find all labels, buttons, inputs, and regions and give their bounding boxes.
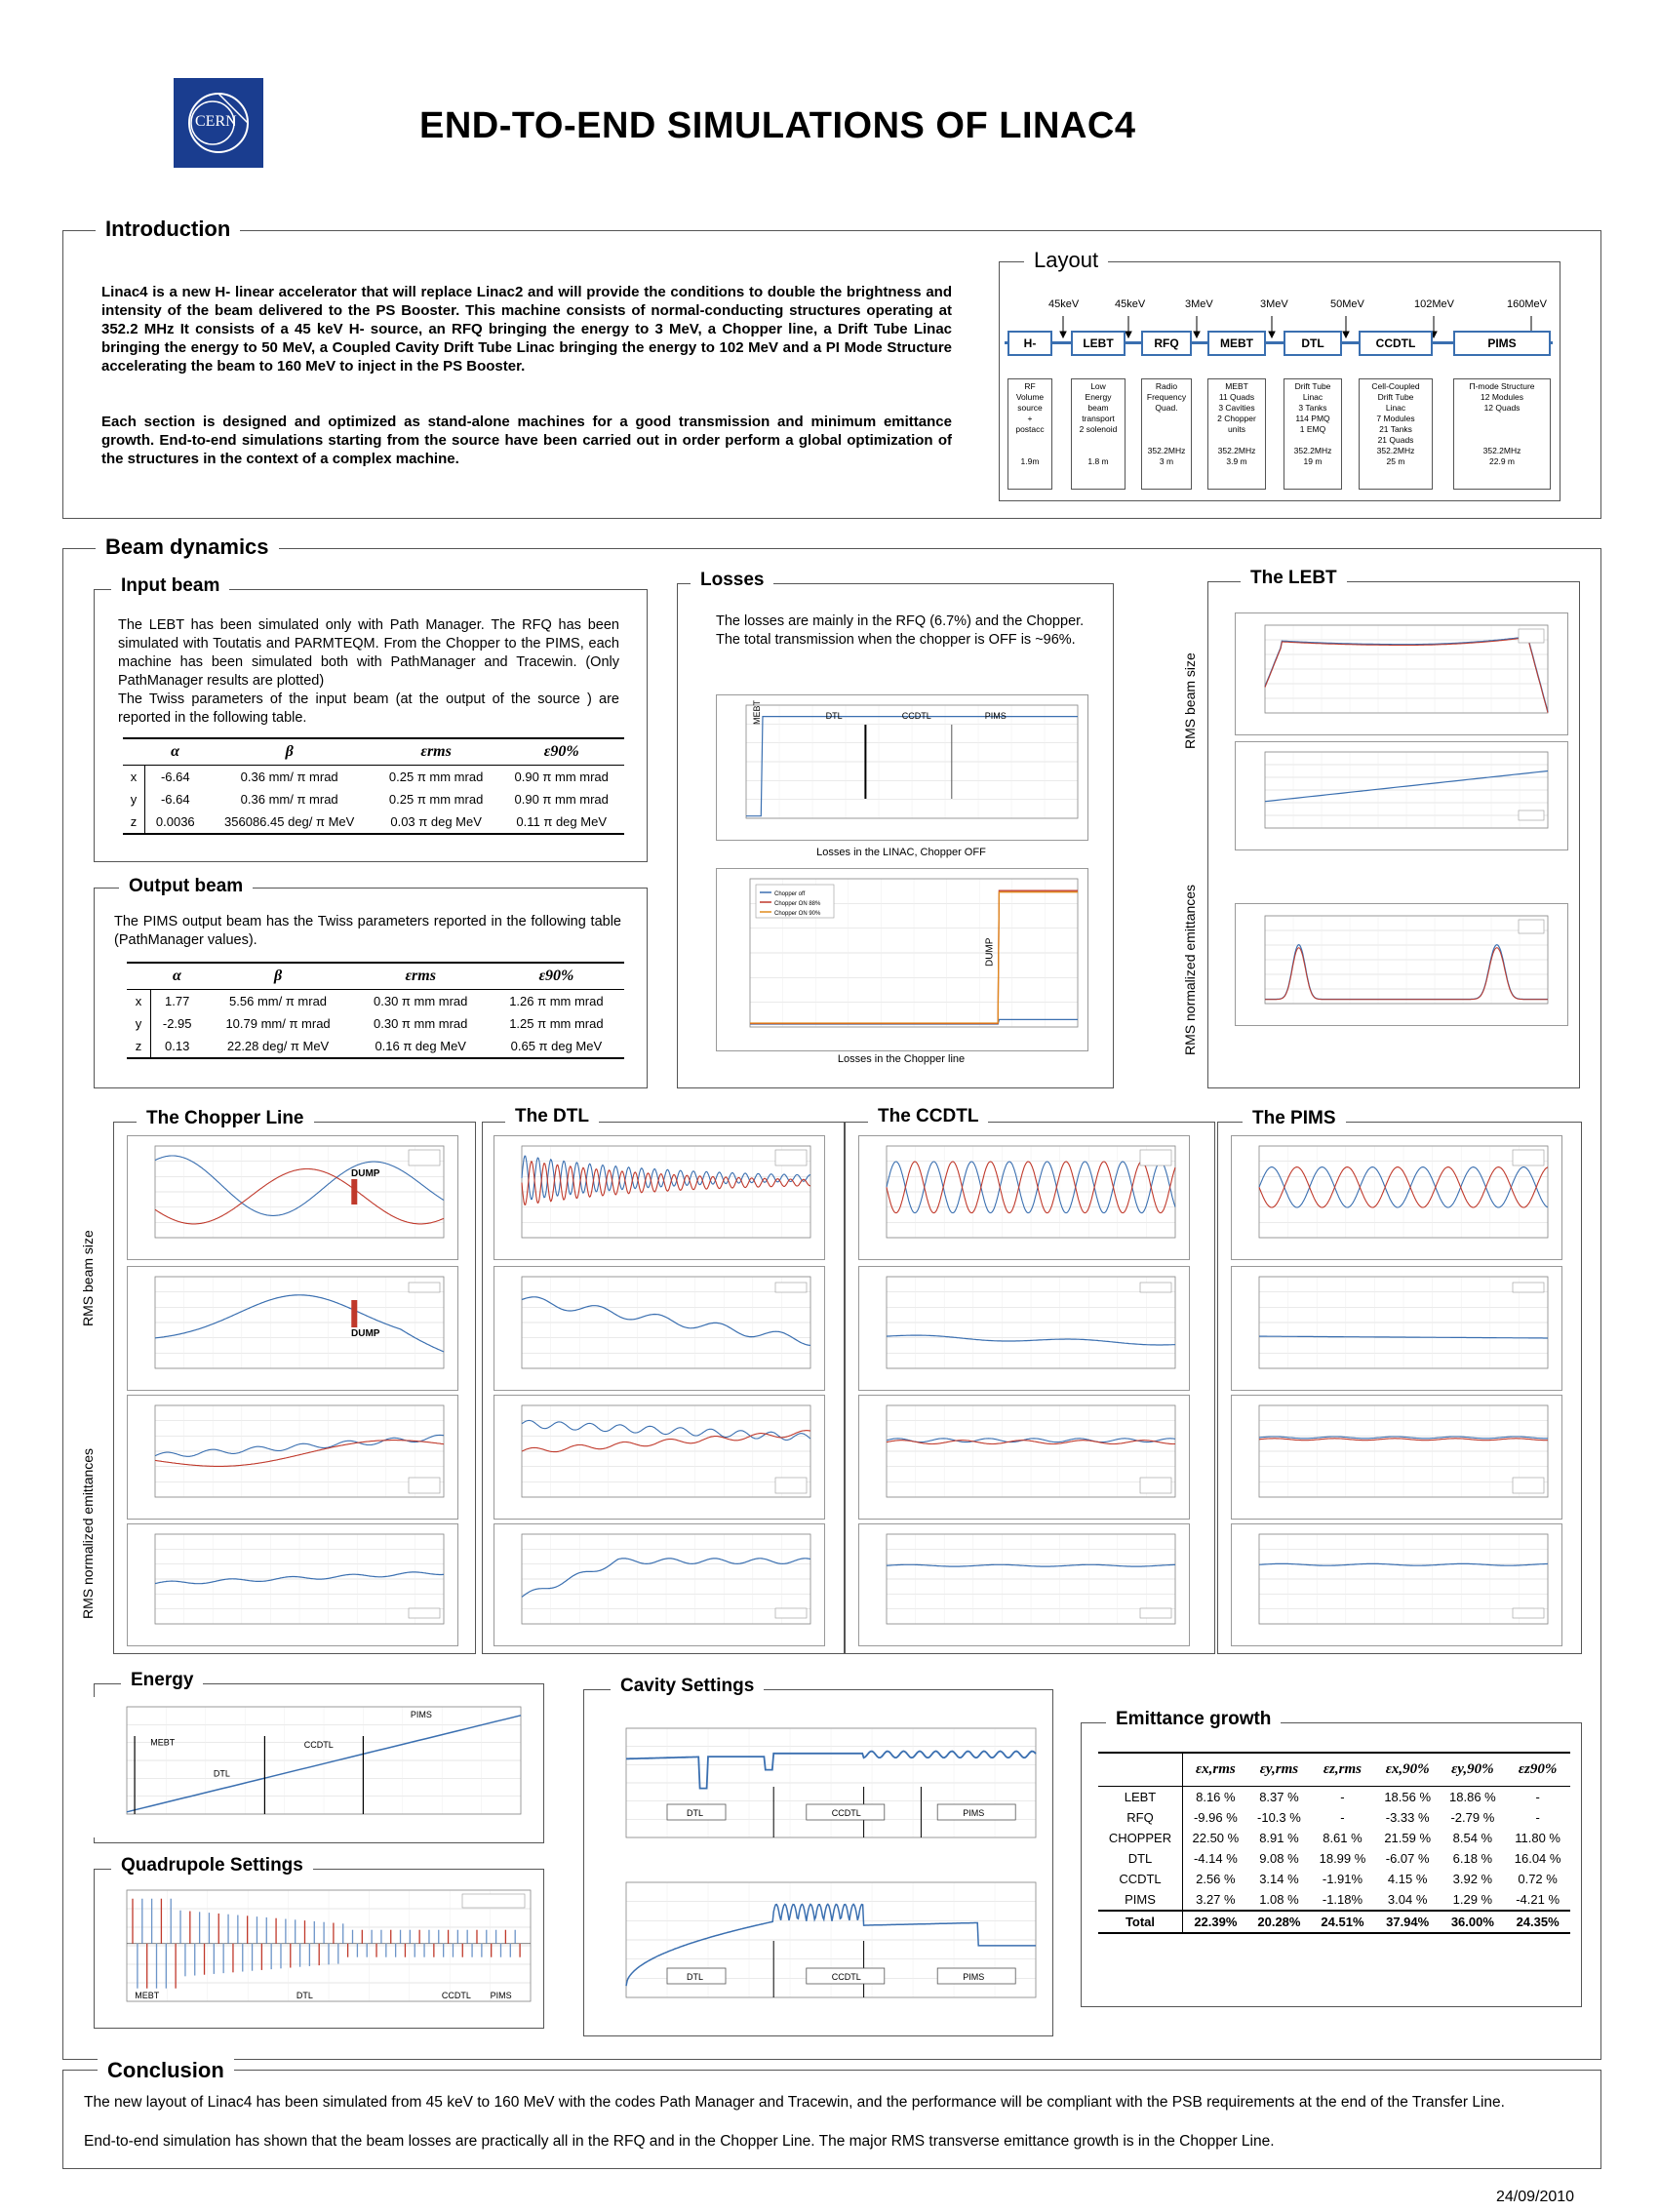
- table-header: α: [171, 743, 179, 760]
- table-cell: 8.37 %: [1259, 1790, 1299, 1804]
- table-cell: 11.80 %: [1515, 1831, 1560, 1845]
- losses-caption-1: Losses in the LINAC, Chopper OFF: [816, 847, 986, 858]
- table-row: [127, 1035, 624, 1058]
- chart-legend: [775, 1478, 807, 1493]
- table-cell: 0.90 π mm mrad: [514, 770, 609, 784]
- table-cell: x: [127, 990, 150, 1013]
- table-row: [1098, 1787, 1570, 1808]
- pims-chart-4: [1231, 1523, 1562, 1646]
- table-cell: 9.08 %: [1259, 1851, 1299, 1866]
- table-header: εz90%: [1518, 1761, 1558, 1777]
- energy-title: Energy: [121, 1670, 203, 1691]
- dtl-chart-4: [494, 1523, 825, 1646]
- energy-label: 102MeV: [1414, 298, 1454, 310]
- table-cell: -3.33 %: [1385, 1810, 1430, 1825]
- chart-legend: [1513, 1150, 1544, 1165]
- table-cell: Total: [1098, 1911, 1182, 1933]
- conclusion-title: Conclusion: [98, 2058, 234, 2083]
- layout-title: Layout: [1024, 248, 1108, 273]
- section-label: DTL: [687, 1972, 704, 1982]
- section-label: DTL: [825, 711, 843, 721]
- losses-caption-2: Losses in the Chopper line: [837, 1053, 966, 1065]
- quad-title: Quadrupole Settings: [111, 1855, 313, 1876]
- table-cell: -6.64: [160, 770, 190, 784]
- chart-legend: [775, 1150, 807, 1165]
- losses-text: The losses are mainly in the RFQ (6.7%) and the Chopper. The total transmission when the chopper is OFF is ~96%.: [716, 613, 1085, 648]
- section-label: MEBT: [135, 1991, 160, 2000]
- chopper-chart-2: [127, 1266, 458, 1391]
- energy-label: 45keV: [1115, 298, 1146, 310]
- table-row: [123, 788, 624, 810]
- logo-text: CERN: [195, 113, 237, 130]
- chart-legend: [462, 1894, 525, 1908]
- chart-legend: [1513, 1478, 1544, 1493]
- table-header: εy,rms: [1259, 1761, 1299, 1777]
- table-cell: -: [1535, 1790, 1540, 1804]
- table-header: α: [173, 968, 181, 984]
- conclusion-p2: End-to-end simulation has shown that the beam losses are practically all in the RFQ and in the Chopper Line. The major RMS transverse emittance growth is in the Chopper Line.: [84, 2133, 1275, 2150]
- table-row: [1098, 1807, 1570, 1828]
- table-cell: RFQ: [1098, 1807, 1182, 1828]
- emittance-table: [1098, 1752, 1570, 1934]
- table-cell: -10.3 %: [1257, 1810, 1301, 1825]
- table-cell: -4.14 %: [1193, 1851, 1238, 1866]
- table-header: εx,rms: [1195, 1761, 1236, 1777]
- conclusion-section: [62, 2070, 1601, 2169]
- table-cell: CCDTL: [1098, 1869, 1182, 1889]
- table-cell: 1.08 %: [1259, 1892, 1299, 1907]
- chart-legend: [1140, 1150, 1171, 1165]
- layout-desc-ccdtl: Cell-Coupled Drift Tube Linac 7 Modules 21 Tanks 21 Quads 352.2MHz 25 m: [1359, 378, 1433, 490]
- table-header: εy,90%: [1451, 1761, 1494, 1777]
- table-header: ε90%: [538, 968, 574, 984]
- table-cell: 3.04 %: [1387, 1892, 1428, 1907]
- legend-label: Chopper ON 90%: [774, 911, 821, 917]
- table-cell: -4.21 %: [1516, 1892, 1560, 1907]
- cavity-chart-1: [597, 1717, 1046, 1869]
- table-cell: 37.94%: [1386, 1915, 1430, 1929]
- section-label: MEBT: [150, 1737, 176, 1748]
- footer-date: 24/09/2010: [1496, 2189, 1575, 2205]
- section-label: PIMS: [963, 1808, 985, 1818]
- table-header: β: [273, 968, 283, 984]
- energy-label: 3MeV: [1185, 298, 1213, 310]
- chopper-chart-3: [127, 1395, 458, 1520]
- table-row: [1098, 1848, 1570, 1869]
- lebt-phase-chart: [1235, 741, 1568, 850]
- table-cell: 22.28 deg/ π MeV: [226, 1039, 330, 1053]
- dump-marker: [351, 1300, 357, 1327]
- table-cell: 21.59 %: [1384, 1831, 1432, 1845]
- chart-legend: [1519, 810, 1544, 820]
- chart-legend: [409, 1478, 440, 1493]
- section-label: MEBT: [752, 699, 762, 725]
- table-cell: 0.16 π deg MeV: [375, 1039, 466, 1053]
- table-header: [127, 963, 150, 990]
- emittance-title: Emittance growth: [1106, 1709, 1281, 1730]
- losses-title: Losses: [691, 570, 773, 591]
- table-cell: PIMS: [1098, 1889, 1182, 1911]
- section-label: PIMS: [963, 1972, 985, 1982]
- chopper-chart-4: [127, 1523, 458, 1646]
- section-label: CCDTL: [441, 1991, 471, 2000]
- table-cell: 0.72 %: [1518, 1872, 1558, 1886]
- legend-label: Chopper off: [774, 891, 806, 897]
- chart-legend: [1140, 1608, 1171, 1618]
- table-cell: y: [127, 1012, 150, 1035]
- energy-label: 50MeV: [1330, 298, 1364, 310]
- table-cell: -9.96 %: [1193, 1810, 1238, 1825]
- chart-legend: [1140, 1478, 1171, 1493]
- table-cell: 6.18 %: [1452, 1851, 1493, 1866]
- table-cell: 16.04 %: [1514, 1851, 1561, 1866]
- table-cell: 0.30 π mm mrad: [374, 1016, 468, 1031]
- layout-desc-pims: Π-mode Structure 12 Modules 12 Quads 352.2MHz 22.9 m: [1453, 378, 1551, 490]
- table-cell: 22.50 %: [1192, 1831, 1240, 1845]
- dtl-chart-3: [494, 1395, 825, 1520]
- chart-legend: [1519, 920, 1544, 933]
- table-row: [127, 990, 624, 1013]
- table-cell: y: [123, 788, 145, 810]
- ccdtl-chart-1: [858, 1135, 1190, 1260]
- chart-legend: [1140, 1283, 1171, 1292]
- output-beam-title: Output beam: [119, 876, 253, 897]
- table-cell: -1.18%: [1322, 1892, 1363, 1907]
- table-cell: 8.16 %: [1196, 1790, 1236, 1804]
- table-cell: -2.79 %: [1450, 1810, 1495, 1825]
- chart-legend: [775, 1283, 807, 1292]
- layout-desc-dtl: Drift Tube Linac 3 Tanks 114 PMQ 1 EMQ 352.2MHz 19 m: [1284, 378, 1342, 490]
- cern-logo: [174, 78, 263, 168]
- dump-label: DUMP: [984, 937, 996, 967]
- input-beam-title: Input beam: [111, 575, 229, 597]
- input-beam-text: The LEBT has been simulated only with Path Manager. The RFQ has been simulated with Toutatis and PARMTEQM. From the Chopper to the PIMS, each machine has been simulated both with PathManager and Tracewin. (Only PathManager results are plotted) The Twiss parameters of the input beam (at the output of the source ) are reported in the following table.: [118, 617, 619, 726]
- table-header: εz,rms: [1323, 1761, 1362, 1777]
- table-cell: 24.35%: [1516, 1915, 1560, 1929]
- table-header: εx,90%: [1385, 1761, 1430, 1777]
- layout-box-h: H-: [1007, 331, 1052, 356]
- table-cell: 8.91 %: [1259, 1831, 1299, 1845]
- pims-chart-1: [1231, 1135, 1562, 1260]
- table-header: [123, 738, 145, 766]
- layout-box-dtl: DTL: [1284, 331, 1342, 356]
- section-label: DTL: [687, 1808, 704, 1818]
- table-cell: 0.30 π mm mrad: [374, 994, 468, 1008]
- table-cell: 0.65 π deg MeV: [510, 1039, 603, 1053]
- chopper-dump-label: DUMP: [351, 1168, 380, 1179]
- section-label: CCDTL: [303, 1739, 334, 1750]
- cavity-title: Cavity Settings: [611, 1676, 764, 1697]
- table-header: β: [285, 743, 294, 760]
- table-cell: 24.51%: [1321, 1915, 1364, 1929]
- losses-linac-chart: [716, 694, 1088, 841]
- table-cell: x: [123, 766, 145, 789]
- table-header-row: [1098, 1753, 1570, 1787]
- table-row: [127, 1012, 624, 1035]
- table-cell: LEBT: [1098, 1787, 1182, 1808]
- losses-chopper-chart: [716, 868, 1088, 1051]
- layout-box-lebt: LEBT: [1071, 331, 1126, 356]
- table-cell: 356086.45 deg/ π MeV: [224, 814, 355, 829]
- section-label: PIMS: [984, 711, 1007, 721]
- table-cell: 3.27 %: [1196, 1892, 1236, 1907]
- table-cell: 10.79 mm/ π mrad: [225, 1016, 331, 1031]
- legend-label: Chopper ON 88%: [774, 901, 821, 907]
- table-cell: 0.03 π deg MeV: [390, 814, 482, 829]
- layout-desc-rfq: Radio Frequency Quad. 352.2MHz 3 m: [1141, 378, 1192, 490]
- chart-legend: [409, 1283, 440, 1292]
- section-label: CCDTL: [901, 711, 931, 721]
- table-row: [1098, 1911, 1570, 1933]
- table-cell: 3.14 %: [1259, 1872, 1299, 1886]
- layout-diagram: [1005, 293, 1556, 497]
- table-cell: 2.56 %: [1196, 1872, 1236, 1886]
- chopper-dump-label-2: DUMP: [351, 1328, 380, 1339]
- table-header: ε90%: [543, 743, 579, 760]
- table-cell: 3.92 %: [1452, 1872, 1493, 1886]
- table-cell: CHOPPER: [1098, 1828, 1182, 1848]
- section-label: CCDTL: [831, 1972, 861, 1982]
- intro-p2: Each section is designed and optimized as stand-alone machines for a good transmission and minimum emittance growth. End-to-end simulations starting from the source have been carried out in order perform a global optimization of the structures in the context of a complex machine.: [101, 414, 952, 467]
- lebt-vlabel-size: RMS beam size: [1182, 652, 1198, 749]
- pims-chart-3: [1231, 1395, 1562, 1520]
- conclusion-p1: The new layout of Linac4 has been simulated from 45 keV to 160 MeV with the codes Path Manager and Tracewin, and the performance will be compliant with the PSB requirements at the end of the Transfer Line.: [84, 2094, 1505, 2111]
- table-header: εrms: [420, 743, 452, 760]
- chart-legend: [409, 1150, 440, 1165]
- table-cell: -: [1535, 1810, 1540, 1825]
- table-cell: -: [1340, 1810, 1345, 1825]
- ccdtl-title: The CCDTL: [868, 1106, 988, 1127]
- beam-dynamics-title: Beam dynamics: [96, 534, 279, 560]
- layout-desc-lebt: Low Energy beam transport 2 solenoid 1.8 m: [1071, 378, 1126, 490]
- table-cell: 0.25 π mm mrad: [388, 792, 484, 807]
- layout-box-pims: PIMS: [1453, 331, 1551, 356]
- table-cell: 0.0036: [155, 814, 195, 829]
- table-cell: 0.36 mm/ π mrad: [240, 792, 338, 807]
- table-cell: 18.56 %: [1384, 1790, 1432, 1804]
- chart-legend: [775, 1608, 807, 1618]
- table-cell: 8.54 %: [1452, 1831, 1493, 1845]
- table-cell: 36.00%: [1450, 1915, 1494, 1929]
- table-cell: 0.11 π deg MeV: [516, 814, 607, 829]
- table-row: [1098, 1889, 1570, 1911]
- table-cell: 4.15 %: [1387, 1872, 1428, 1886]
- table-cell: 0.25 π mm mrad: [388, 770, 484, 784]
- energy-label: 45keV: [1048, 298, 1080, 310]
- table-cell: -2.95: [162, 1016, 192, 1031]
- intro-p1: Linac4 is a new H- linear accelerator that will replace Linac2 and will provide the conditions to double the brightness and intensity of the beam delivered to the PS Booster. This machine consists of normal-conducting structures operating at 352.2 MHz It consists of a 45 keV H- source, an RFQ bringing the energy to 3 MeV, a Chopper line, a Drift Tube Linac bringing the energy to 50 MeV, a Coupled Cavity Drift Tube Linac bringing the energy to 102 MeV and a PI Mode Structure accelerating the beam to 160 MeV to inject in the PS Booster.: [101, 284, 952, 375]
- chart-legend: [1513, 1608, 1544, 1618]
- lebt-beam-size-chart: [1235, 612, 1568, 735]
- lebt-vlabel-emit: RMS normalized emittances: [1182, 884, 1198, 1055]
- table-cell: 1.26 π mm mrad: [509, 994, 604, 1008]
- intro-title: Introduction: [96, 217, 240, 242]
- ccdtl-chart-2: [858, 1266, 1190, 1391]
- lebt-emittance-chart: [1235, 903, 1568, 1026]
- table-cell: -: [1340, 1790, 1345, 1804]
- layout-box-rfq: RFQ: [1141, 331, 1192, 356]
- energy-chart: [94, 1697, 540, 1837]
- table-cell: DTL: [1098, 1848, 1182, 1869]
- cavity-chart-2: [597, 1873, 1046, 2029]
- table-cell: 0.36 mm/ π mrad: [240, 770, 338, 784]
- output-beam-text: The PIMS output beam has the Twiss parameters reported in the following table (PathManager values).: [114, 914, 621, 948]
- table-cell: 1.25 π mm mrad: [509, 1016, 604, 1031]
- side-vlabel-emit: RMS normalized emittances: [80, 1447, 96, 1619]
- table-cell: -6.07 %: [1385, 1851, 1430, 1866]
- dump-marker: [351, 1179, 357, 1205]
- table-row: [123, 810, 624, 834]
- table-cell: 22.39%: [1194, 1915, 1238, 1929]
- layout-box-ccdtl: CCDTL: [1359, 331, 1433, 356]
- table-cell: 18.99 %: [1319, 1851, 1366, 1866]
- page-title: END-TO-END SIMULATIONS OF LINAC4: [419, 105, 1136, 146]
- dtl-chart-2: [494, 1266, 825, 1391]
- table-cell: 18.86 %: [1449, 1790, 1496, 1804]
- quad-chart: [101, 1880, 540, 2023]
- table-row: [1098, 1828, 1570, 1848]
- table-cell: z: [127, 1035, 150, 1058]
- lebt-title: The LEBT: [1241, 568, 1347, 589]
- chart-legend: [1513, 1283, 1544, 1292]
- chopper-chart-1: [127, 1135, 458, 1260]
- table-header: εrms: [405, 968, 436, 984]
- section-label: DTL: [213, 1768, 230, 1779]
- section-label: PIMS: [490, 1991, 512, 2000]
- table-row: [1098, 1869, 1570, 1889]
- dtl-title: The DTL: [505, 1106, 599, 1127]
- dtl-chart-1: [494, 1135, 825, 1260]
- output-twiss-table: [127, 962, 624, 1059]
- layout-desc-h: RF Volume source + postacc 1.9m: [1007, 378, 1052, 490]
- table-row: [123, 766, 624, 789]
- layout-desc-mebt: MEBT 11 Quads 3 Cavities 2 Chopper units 352.2MHz 3.9 m: [1207, 378, 1266, 490]
- table-cell: 20.28%: [1257, 1915, 1301, 1929]
- table-cell: -6.64: [160, 792, 190, 807]
- table-cell: 5.56 mm/ π mrad: [229, 994, 328, 1008]
- table-cell: z: [123, 810, 145, 834]
- pims-title: The PIMS: [1243, 1108, 1346, 1129]
- table-cell: 1.77: [165, 994, 190, 1008]
- table-cell: -1.91%: [1322, 1872, 1363, 1886]
- ccdtl-chart-3: [858, 1395, 1190, 1520]
- table-cell: 1.29 %: [1452, 1892, 1493, 1907]
- energy-label: 160MeV: [1507, 298, 1547, 310]
- table-header: [1098, 1753, 1182, 1787]
- energy-label: 3MeV: [1260, 298, 1288, 310]
- ccdtl-chart-4: [858, 1523, 1190, 1646]
- section-label: DTL: [296, 1991, 313, 2000]
- input-twiss-table: [123, 737, 624, 835]
- side-vlabel-size: RMS beam size: [80, 1230, 96, 1326]
- section-label: PIMS: [410, 1710, 432, 1719]
- table-cell: 8.61 %: [1323, 1831, 1363, 1845]
- section-label: CCDTL: [831, 1808, 861, 1818]
- chart-legend: [409, 1608, 440, 1618]
- table-cell: 0.90 π mm mrad: [514, 792, 609, 807]
- chopper-title: The Chopper Line: [137, 1108, 314, 1129]
- pims-chart-2: [1231, 1266, 1562, 1391]
- table-cell: 0.13: [165, 1039, 190, 1053]
- chart-legend: [1519, 629, 1544, 643]
- layout-box-mebt: MEBT: [1207, 331, 1266, 356]
